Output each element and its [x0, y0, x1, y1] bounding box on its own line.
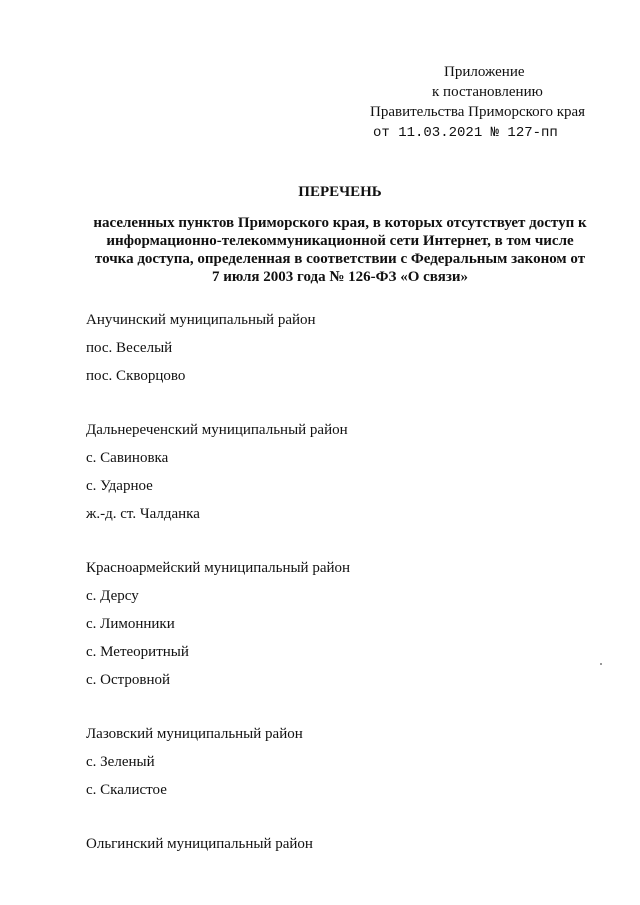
- district-block: [86, 559, 606, 690]
- appendix-date-number: от 11.03.2021 № 127-пп: [373, 125, 558, 141]
- district-block: [86, 725, 606, 800]
- settlement-item: с. Савиновка: [86, 450, 169, 466]
- settlements-list: [86, 311, 606, 863]
- settlement-item: пос. Скворцово: [86, 368, 186, 384]
- settlement-item: с. Зеленый: [86, 754, 155, 770]
- settlement-item: с. Метеоритный: [86, 644, 189, 660]
- settlement-item: с. Островной: [86, 672, 171, 688]
- settlement-item: с. Лимонники: [86, 616, 175, 632]
- district-name: Анучинский муниципальный район: [86, 312, 316, 328]
- settlement-item: с. Скалистое: [86, 782, 167, 798]
- appendix-label: Приложение: [444, 64, 525, 80]
- district-name: Дальнереченский муниципальный район: [86, 422, 348, 438]
- district-block: [86, 311, 606, 386]
- district-name: Ольгинский муниципальный район: [86, 836, 313, 852]
- settlement-item: ж.-д. ст. Чалданка: [86, 506, 200, 522]
- appendix-resolution-ref: к постановлению: [432, 84, 543, 100]
- document-title: ПЕРЕЧЕНЬ: [298, 184, 382, 200]
- settlement-item: с. Ударное: [86, 478, 153, 494]
- scan-speck: [600, 663, 602, 665]
- document-subtitle: населенных пунктов Приморского края, в которых отсутствует доступ к информационно-телекоммуникационной сети Интернет, в том числе точка доступа, определенная в соответствии с Федеральным законом от 7 июля 2003 года № 126-ФЗ «О связи»: [93, 215, 587, 285]
- district-name: Лазовский муниципальный район: [86, 726, 303, 742]
- appendix-government: Правительства Приморского края: [370, 104, 586, 120]
- district-name: Красноармейский муниципальный район: [86, 560, 351, 576]
- district-block: [86, 421, 606, 524]
- appendix-header: [370, 62, 610, 143]
- settlement-item: с. Дерсу: [86, 588, 139, 604]
- document-heading: [60, 183, 620, 286]
- settlement-item: пос. Веселый: [86, 340, 173, 356]
- district-block: [86, 835, 606, 854]
